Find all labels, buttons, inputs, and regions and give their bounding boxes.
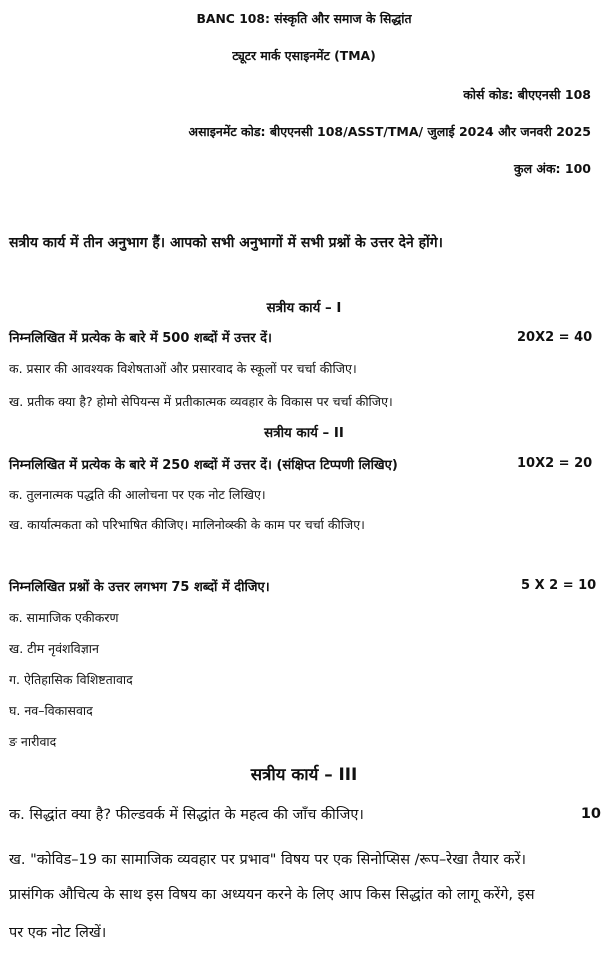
list-item: ख. प्रतीक क्या है? होमो सेपियन्स में प्रतीकात्मक व्यवहार के विकास पर चर्चा कीजिए। (9, 394, 393, 409)
list-item: ग. ऐतिहासिक विशिष्टतावाद (9, 672, 133, 687)
list-item: क. तुलनात्मक पद्धति की आलोचना पर एक नोट लिखिए। (9, 487, 266, 502)
course-title: BANC 108: संस्कृति और समाज के सिद्धांत (196, 12, 412, 26)
list-item: ख. कार्यात्मकता को परिभाषित कीजिए। मालिनोव्स्की के काम पर चर्चा कीजिए। (9, 517, 365, 532)
section-three-q1-marks: 10 (580, 806, 601, 822)
list-item: ख. टीम नृवंशविज्ञान (9, 641, 99, 656)
course-code: कोर्स कोड: बीएएनसी 108 (463, 87, 591, 102)
section-two-heading: सत्रीय कार्य – II (264, 426, 344, 441)
section-three-question-2-line-3: पर एक नोट लिखें। (9, 925, 107, 941)
tma-title: ट्यूटर मार्क एसाइनमेंट (TMA) (232, 49, 376, 63)
list-item: क. प्रसार की आवश्यक विशेषताओं और प्रसारवाद के स्कूलों पर चर्चा कीजिए। (9, 361, 357, 376)
section-one-instruction: निम्नलिखित में प्रत्येक के बारे में 500 शब्दों में उत्तर दें। (9, 331, 272, 346)
section-three-heading: सत्रीय कार्य – III (250, 764, 358, 784)
section-three-question-1: क. सिद्धांत क्या है? फील्डवर्क में सिद्धांत के महत्व की जाँच कीजिए। (9, 807, 364, 823)
list-item: ङ नारीवाद (9, 734, 57, 749)
intro-text: सत्रीय कार्य में तीन अनुभाग हैं। आपको सभी अनुभागों में सभी प्रश्नों के उत्तर देने होंगे। (9, 235, 443, 251)
list-item: घ. नव–विकासवाद (9, 703, 93, 718)
total-marks: कुल अंक: 100 (513, 161, 591, 176)
list-item: क. सामाजिक एकीकरण (9, 610, 119, 625)
section-two-instruction: निम्नलिखित में प्रत्येक के बारे में 250 शब्दों में उत्तर दें। (संक्षिप्त टिप्पणी लिखिए) (9, 458, 398, 473)
section-one-marks: 20X2 = 40 (517, 330, 593, 345)
section-three-question-2-line-1: ख. "कोविड–19 का सामाजिक व्यवहार पर प्रभाव" विषय पर एक सिनोप्सिस /रूप–रेखा तैयार करें। (9, 852, 526, 868)
assignment-code: असाइनमेंट कोड: बीएएनसी 108/ASST/TMA/ जुलाई 2024 और जनवरी 2025 (188, 124, 591, 139)
section-one-heading: सत्रीय कार्य – I (266, 301, 342, 316)
short-answer-marks: 5 X 2 = 10 (521, 578, 597, 593)
section-three-question-2-line-2: प्रासंगिक औचित्य के साथ इस विषय का अध्ययन करने के लिए आप किस सिद्धांत को लागू करेंगे, इस (9, 887, 535, 903)
section-two-marks: 10X2 = 20 (517, 456, 593, 471)
short-answer-instruction: निम्नलिखित प्रश्नों के उत्तर लगभग 75 शब्दों में दीजिए। (9, 580, 270, 595)
